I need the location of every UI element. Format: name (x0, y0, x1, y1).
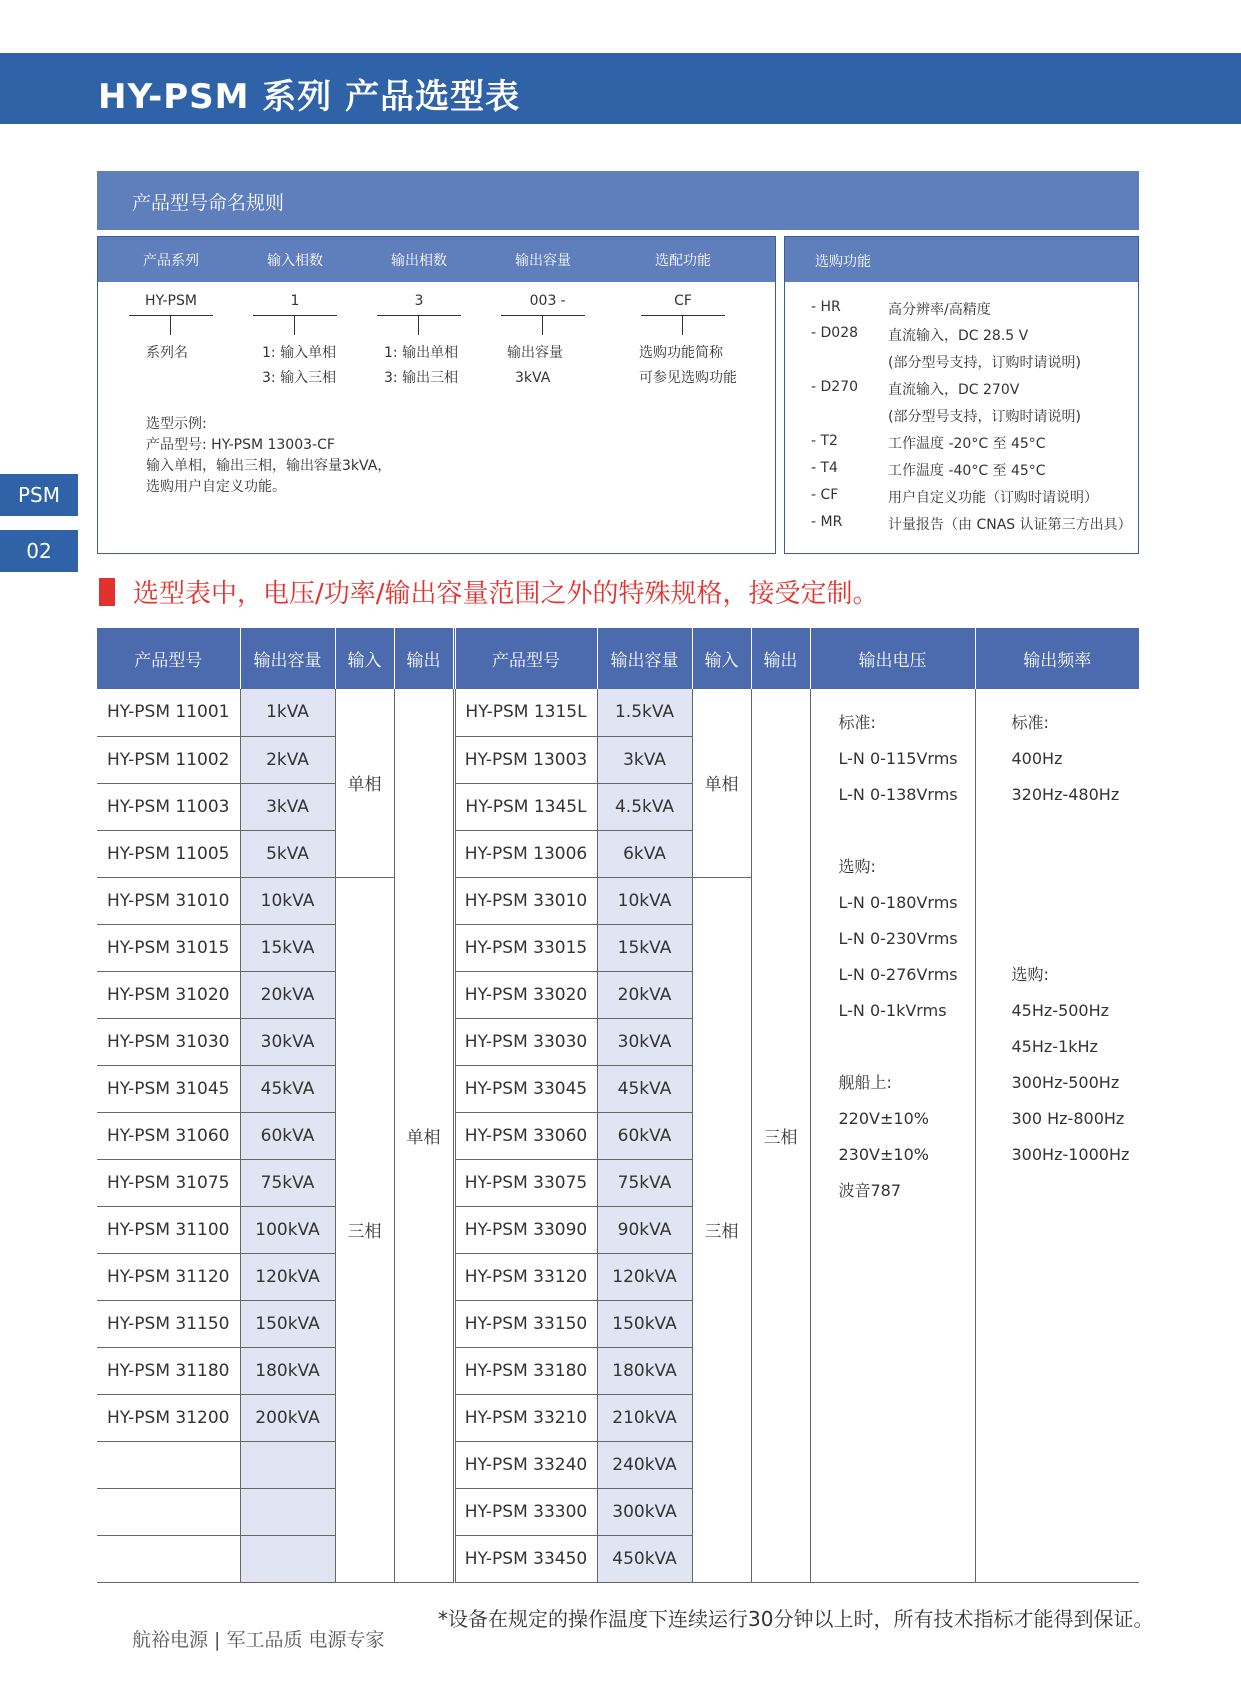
capacity-cell (240, 1535, 335, 1582)
voltage-line: 选购: (838, 857, 876, 876)
desc-output: 1: 输出单相 3: 输出三相 (384, 345, 459, 386)
model-cell: HY-PSM 31030 (97, 1018, 240, 1065)
capacity-cell: 45kVA (240, 1065, 335, 1112)
frequency-line: 选购: (1011, 965, 1049, 984)
output-frequency-cell (975, 689, 1139, 1582)
model-cell: HY-PSM 11005 (97, 830, 240, 877)
desc-series: 系列名 (146, 345, 188, 361)
capacity-cell (240, 1441, 335, 1488)
segment-dash: - (560, 293, 566, 309)
model-cell: HY-PSM 31180 (97, 1347, 240, 1394)
option-desc: 用户自定义功能（订购时请说明） (888, 490, 1098, 506)
voltage-line: L-N 0-138Vrms (838, 785, 958, 804)
model-cell: HY-PSM 11003 (97, 783, 240, 830)
segment-output: 3 (414, 293, 424, 309)
capacity-cell: 150kVA (240, 1300, 335, 1347)
option-desc: 直流输入，DC 270V (888, 382, 1020, 398)
input-phase-cell: 单相 (335, 689, 394, 877)
output-voltage-cell (810, 689, 975, 1582)
options-title: 选购功能 (815, 254, 871, 270)
segment-underline (501, 315, 585, 316)
capacity-cell: 2kVA (240, 736, 335, 783)
option-desc: 工作温度 -20°C 至 45°C (888, 436, 1046, 452)
header-capacity: 输出容量 (597, 628, 692, 689)
option-code: - T4 (811, 460, 838, 476)
voltage-line: 220V±10% (838, 1109, 929, 1128)
segment-underline (253, 315, 337, 316)
segment-options: CF (674, 293, 692, 309)
model-cell (97, 1535, 240, 1582)
desc-input: 1: 输入单相 3: 输入三相 (262, 345, 337, 386)
model-cell: HY-PSM 31075 (97, 1159, 240, 1206)
frequency-line: 45Hz-1kHz (1011, 1037, 1098, 1056)
capacity-cell: 120kVA (240, 1253, 335, 1300)
voltage-line: 波音787 (838, 1181, 902, 1200)
capacity-cell: 1kVA (240, 689, 335, 736)
option-desc: 高分辨率/高精度 (888, 302, 991, 318)
model-cell: HY-PSM 33150 (454, 1300, 597, 1347)
frequency-line (1012, 885, 1140, 921)
model-cell: HY-PSM 31060 (97, 1112, 240, 1159)
voltage-line (839, 1029, 975, 1065)
option-code: - D270 (811, 379, 859, 395)
voltage-line: L-N 0-276Vrms (838, 965, 958, 984)
model-cell: HY-PSM 33090 (454, 1206, 597, 1253)
notice-text: 选型表中，电压/功率/输出容量范围之外的特殊规格，接受定制。 (133, 579, 879, 609)
naming-header-options: 选配功能 (655, 253, 711, 269)
model-cell: HY-PSM 31010 (97, 877, 240, 924)
capacity-cell: 20kVA (240, 971, 335, 1018)
option-note: (部分型号支持，订购时请说明) (888, 355, 1081, 371)
option-desc: 工作温度 -40°C 至 45°C (888, 463, 1046, 479)
section-title: 产品型号命名规则 (132, 192, 285, 214)
model-cell: HY-PSM 33045 (454, 1065, 597, 1112)
option-note: (部分型号支持，订购时请说明) (888, 409, 1081, 425)
capacity-cell: 75kVA (597, 1159, 692, 1206)
capacity-cell: 210kVA (597, 1394, 692, 1441)
desc-capacity: 输出容量 3kVA (507, 345, 563, 386)
example-model: 产品型号: HY-PSM 13003-CF (146, 437, 335, 453)
model-cell: HY-PSM 31020 (97, 971, 240, 1018)
frequency-line (1012, 813, 1140, 849)
option-code: - T2 (811, 433, 838, 449)
model-cell: HY-PSM 33120 (454, 1253, 597, 1300)
header-model: 产品型号 (454, 628, 597, 689)
selection-table (97, 628, 1139, 1583)
model-cell: HY-PSM 33015 (454, 924, 597, 971)
segment-connector (542, 315, 543, 335)
model-cell: HY-PSM 33075 (454, 1159, 597, 1206)
model-cell: HY-PSM 31120 (97, 1253, 240, 1300)
model-cell (97, 1488, 240, 1535)
capacity-cell: 200kVA (240, 1394, 335, 1441)
option-code: - D028 (811, 325, 859, 341)
frequency-line: 300Hz-500Hz (1011, 1073, 1120, 1092)
voltage-line: L-N 0-115Vrms (838, 749, 958, 768)
model-cell: HY-PSM 33240 (454, 1441, 597, 1488)
naming-header-input: 输入相数 (267, 253, 323, 269)
capacity-cell: 30kVA (597, 1018, 692, 1065)
frequency-line: 300Hz-1000Hz (1011, 1145, 1130, 1164)
options-box (784, 236, 1139, 554)
header-model: 产品型号 (97, 628, 240, 689)
frequency-line (1012, 849, 1140, 885)
capacity-cell: 60kVA (597, 1112, 692, 1159)
capacity-cell: 30kVA (240, 1018, 335, 1065)
footer-brand: 航裕电源 | 军工品质 电源专家 (132, 1629, 385, 1651)
desc-options: 选购功能简称 可参见选购功能 (639, 345, 737, 386)
model-cell: HY-PSM 33450 (454, 1535, 597, 1582)
capacity-cell: 15kVA (597, 924, 692, 971)
capacity-cell: 90kVA (597, 1206, 692, 1253)
model-cell: HY-PSM 31100 (97, 1206, 240, 1253)
header-output: 输出 (394, 628, 454, 689)
example-desc: 输入单相，输出三相，输出容量3kVA， (146, 458, 392, 474)
segment-connector (294, 315, 295, 335)
side-tab-series[interactable]: PSM (0, 474, 78, 516)
output-phase-cell: 三相 (751, 689, 810, 1582)
option-code: - CF (811, 487, 839, 503)
page-title: HY-PSM 系列 产品选型表 (98, 77, 521, 117)
capacity-cell: 150kVA (597, 1300, 692, 1347)
capacity-cell: 3kVA (240, 783, 335, 830)
capacity-cell: 120kVA (597, 1253, 692, 1300)
frequency-line: 400Hz (1011, 749, 1063, 768)
example-desc: 选购用户自定义功能。 (146, 479, 286, 495)
naming-header-capacity: 输出容量 (515, 253, 571, 269)
model-cell: HY-PSM 33300 (454, 1488, 597, 1535)
model-cell: HY-PSM 31015 (97, 924, 240, 971)
naming-rules-box (97, 236, 776, 554)
model-cell: HY-PSM 31045 (97, 1065, 240, 1112)
capacity-cell: 180kVA (597, 1347, 692, 1394)
segment-underline (129, 315, 213, 316)
model-cell: HY-PSM 13003 (454, 736, 597, 783)
model-cell: HY-PSM 11001 (97, 689, 240, 736)
voltage-line: 标准: (838, 713, 876, 732)
model-cell: HY-PSM 31150 (97, 1300, 240, 1347)
option-desc: 计量报告（由 CNAS 认证第三方出具） (888, 517, 1132, 533)
capacity-cell: 10kVA (240, 877, 335, 924)
option-code: - HR (811, 299, 841, 315)
header-input: 输入 (692, 628, 751, 689)
segment-series: HY-PSM (145, 293, 197, 309)
voltage-line: 230V±10% (838, 1145, 929, 1164)
model-cell: HY-PSM 33060 (454, 1112, 597, 1159)
capacity-cell: 20kVA (597, 971, 692, 1018)
input-phase-cell: 单相 (692, 689, 751, 877)
segment-input: 1 (290, 293, 300, 309)
capacity-cell: 10kVA (597, 877, 692, 924)
model-cell: HY-PSM 33210 (454, 1394, 597, 1441)
model-cell: HY-PSM 11002 (97, 736, 240, 783)
model-cell: HY-PSM 33020 (454, 971, 597, 1018)
model-cell: HY-PSM 31200 (97, 1394, 240, 1441)
capacity-cell: 240kVA (597, 1441, 692, 1488)
frequency-line: 标准: (1011, 713, 1049, 732)
capacity-cell (240, 1488, 335, 1535)
voltage-line: 舰船上: (838, 1073, 892, 1092)
frequency-line: 320Hz-480Hz (1011, 785, 1120, 804)
segment-capacity: 003 (529, 293, 557, 309)
segment-connector (418, 315, 419, 335)
header-frequency: 输出频率 (975, 628, 1139, 689)
frequency-line: 300 Hz-800Hz (1011, 1109, 1125, 1128)
input-phase-cell: 三相 (335, 877, 394, 1582)
side-tab-page: 02 (0, 530, 78, 572)
notice-marker (99, 578, 115, 606)
header-capacity: 输出容量 (240, 628, 335, 689)
segment-connector (170, 315, 171, 335)
model-cell: HY-PSM 33180 (454, 1347, 597, 1394)
header-output: 输出 (751, 628, 810, 689)
segment-connector (682, 315, 683, 335)
naming-header-output: 输出相数 (391, 253, 447, 269)
model-cell: HY-PSM 33030 (454, 1018, 597, 1065)
frequency-line: 45Hz-500Hz (1011, 1001, 1110, 1020)
naming-header-series: 产品系列 (143, 253, 199, 269)
segment-underline (377, 315, 461, 316)
capacity-cell: 180kVA (240, 1347, 335, 1394)
capacity-cell: 15kVA (240, 924, 335, 971)
capacity-cell: 100kVA (240, 1206, 335, 1253)
model-cell: HY-PSM 1345L (454, 783, 597, 830)
option-code: - MR (811, 514, 843, 530)
input-phase-cell: 三相 (692, 877, 751, 1582)
output-phase-cell: 单相 (394, 689, 454, 1582)
capacity-cell: 75kVA (240, 1159, 335, 1206)
frequency-line (1012, 921, 1140, 957)
voltage-line: L-N 0-180Vrms (838, 893, 958, 912)
capacity-cell: 45kVA (597, 1065, 692, 1112)
table-header-row (97, 628, 1139, 689)
example-title: 选型示例: (146, 416, 207, 432)
segment-underline (641, 315, 725, 316)
model-cell: HY-PSM 33010 (454, 877, 597, 924)
capacity-cell: 1.5kVA (597, 689, 692, 736)
capacity-cell: 4.5kVA (597, 783, 692, 830)
capacity-cell: 6kVA (597, 830, 692, 877)
voltage-line: L-N 0-230Vrms (838, 929, 958, 948)
header-voltage: 输出电压 (810, 628, 975, 689)
capacity-cell: 60kVA (240, 1112, 335, 1159)
capacity-cell: 5kVA (240, 830, 335, 877)
header-input: 输入 (335, 628, 394, 689)
capacity-cell: 300kVA (597, 1488, 692, 1535)
capacity-cell: 450kVA (597, 1535, 692, 1582)
capacity-cell: 3kVA (597, 736, 692, 783)
table-row (97, 689, 1139, 736)
model-cell (97, 1441, 240, 1488)
voltage-line (839, 813, 975, 849)
footnote: *设备在规定的操作温度下连续运行30分钟以上时，所有技术指标才能得到保证。 (438, 1607, 1154, 1631)
model-cell: HY-PSM 13006 (454, 830, 597, 877)
option-desc: 直流输入，DC 28.5 V (888, 328, 1029, 344)
model-cell: HY-PSM 1315L (454, 689, 597, 736)
voltage-line: L-N 0-1kVrms (838, 1001, 947, 1020)
